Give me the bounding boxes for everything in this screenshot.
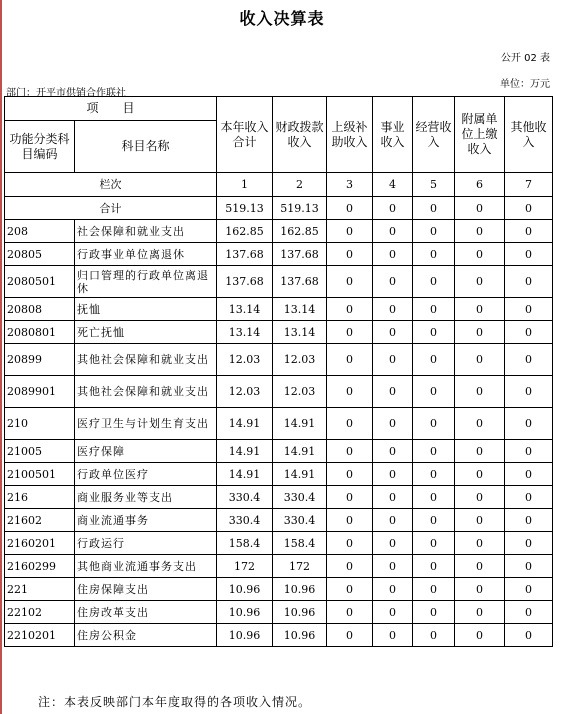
row-value: 0 (505, 298, 553, 321)
row-value: 0 (373, 220, 413, 243)
row-value: 0 (327, 408, 373, 440)
header-col-fiscal: 财政拨款收入 (273, 97, 327, 173)
row-code: 2089901 (5, 376, 75, 408)
row-value: 0 (327, 266, 373, 298)
row-value: 0 (455, 266, 505, 298)
table-row (5, 298, 553, 321)
row-value: 0 (505, 578, 553, 601)
row-value: 0 (373, 509, 413, 532)
total-value: 0 (505, 197, 553, 220)
row-value: 0 (455, 321, 505, 344)
table-row (5, 509, 553, 532)
row-value: 0 (373, 376, 413, 408)
column-index-cell: 1 (217, 173, 273, 197)
row-value: 0 (455, 344, 505, 376)
row-value: 13.14 (273, 298, 327, 321)
row-value: 0 (505, 243, 553, 266)
row-value: 0 (373, 601, 413, 624)
row-value: 137.68 (273, 266, 327, 298)
row-value: 0 (327, 486, 373, 509)
row-value: 14.91 (273, 408, 327, 440)
row-subject-name: 医疗卫生与计划生育支出 (75, 408, 217, 440)
row-subject-name: 住房保障支出 (75, 578, 217, 601)
row-value: 12.03 (217, 376, 273, 408)
row-value: 10.96 (217, 601, 273, 624)
row-subject-name: 行政单位医疗 (75, 463, 217, 486)
row-value: 14.91 (217, 408, 273, 440)
table-row (5, 376, 553, 408)
row-value: 0 (413, 486, 455, 509)
row-code: 210 (5, 408, 75, 440)
row-value: 0 (373, 486, 413, 509)
table-row (5, 532, 553, 555)
row-value: 14.91 (273, 463, 327, 486)
row-value: 0 (505, 376, 553, 408)
row-subject-name: 其他社会保障和就业支出 (75, 376, 217, 408)
row-value: 13.14 (273, 321, 327, 344)
row-value: 0 (455, 532, 505, 555)
row-value: 0 (505, 440, 553, 463)
row-value: 14.91 (273, 440, 327, 463)
row-value: 0 (373, 266, 413, 298)
row-value: 172 (273, 555, 327, 578)
row-value: 330.4 (217, 509, 273, 532)
row-subject-name: 归口管理的行政单位离退休 (75, 266, 217, 298)
row-subject-name: 社会保障和就业支出 (75, 220, 217, 243)
row-value: 0 (455, 509, 505, 532)
footnote: 注：本表反映部门本年度取得的各项收入情况。 (38, 695, 312, 709)
row-value: 0 (505, 532, 553, 555)
row-subject-name: 其他社会保障和就业支出 (75, 344, 217, 376)
row-value: 0 (505, 555, 553, 578)
header-col-business: 事业收入 (373, 97, 413, 173)
column-index-cell: 4 (373, 173, 413, 197)
row-value: 0 (455, 298, 505, 321)
row-value: 0 (327, 555, 373, 578)
row-value: 0 (455, 486, 505, 509)
row-value: 330.4 (273, 486, 327, 509)
total-value: 0 (455, 197, 505, 220)
row-value: 0 (373, 298, 413, 321)
row-value: 0 (373, 408, 413, 440)
row-code: 21005 (5, 440, 75, 463)
column-index-row (5, 173, 553, 197)
row-value: 0 (413, 408, 455, 440)
row-value: 0 (455, 243, 505, 266)
row-value: 137.68 (217, 243, 273, 266)
table-row (5, 266, 553, 298)
row-value: 10.96 (273, 578, 327, 601)
row-value: 0 (413, 321, 455, 344)
row-value: 0 (413, 220, 455, 243)
row-subject-name: 住房公积金 (75, 624, 217, 647)
row-code: 20805 (5, 243, 75, 266)
row-code: 2080501 (5, 266, 75, 298)
row-value: 0 (413, 376, 455, 408)
row-value: 0 (327, 376, 373, 408)
column-index-cell: 3 (327, 173, 373, 197)
row-value: 10.96 (217, 624, 273, 647)
row-value: 0 (505, 601, 553, 624)
row-value: 14.91 (217, 463, 273, 486)
row-value: 0 (455, 624, 505, 647)
total-label: 合计 (5, 197, 217, 220)
row-code: 20899 (5, 344, 75, 376)
row-value: 0 (505, 486, 553, 509)
header-col-total: 本年收入合计 (217, 97, 273, 173)
column-index-label: 栏次 (5, 173, 217, 197)
row-code: 2160299 (5, 555, 75, 578)
table-row (5, 463, 553, 486)
row-value: 0 (373, 624, 413, 647)
header-func-code: 功能分类科目编码 (5, 121, 75, 173)
row-value: 0 (413, 578, 455, 601)
row-value: 0 (373, 321, 413, 344)
row-value: 330.4 (273, 509, 327, 532)
table-row (5, 344, 553, 376)
header-col-operation: 经营收入 (413, 97, 455, 173)
table-row (5, 555, 553, 578)
table-row (5, 578, 553, 601)
row-value: 0 (327, 624, 373, 647)
row-value: 162.85 (217, 220, 273, 243)
row-value: 0 (413, 243, 455, 266)
row-code: 2210201 (5, 624, 75, 647)
page-title: 收入决算表 (239, 9, 325, 28)
row-value: 0 (327, 532, 373, 555)
row-value: 0 (505, 463, 553, 486)
row-value: 158.4 (217, 532, 273, 555)
row-value: 0 (455, 601, 505, 624)
row-value: 0 (455, 578, 505, 601)
row-value: 0 (327, 344, 373, 376)
row-value: 137.68 (217, 266, 273, 298)
table-row (5, 220, 553, 243)
row-code: 22102 (5, 601, 75, 624)
row-value: 330.4 (217, 486, 273, 509)
header-row-1 (5, 97, 553, 121)
table-row (5, 408, 553, 440)
row-value: 10.96 (217, 578, 273, 601)
row-code: 2160201 (5, 532, 75, 555)
row-subject-name: 其他商业流通事务支出 (75, 555, 217, 578)
row-value: 0 (327, 578, 373, 601)
row-value: 0 (413, 440, 455, 463)
row-value: 0 (455, 555, 505, 578)
total-value: 519.13 (217, 197, 273, 220)
row-value: 0 (505, 266, 553, 298)
row-value: 137.68 (273, 243, 327, 266)
total-value: 0 (327, 197, 373, 220)
row-value: 0 (373, 555, 413, 578)
left-margin-rule (0, 0, 2, 714)
table-row (5, 321, 553, 344)
table-row (5, 243, 553, 266)
row-code: 20808 (5, 298, 75, 321)
row-value: 13.14 (217, 298, 273, 321)
row-value: 0 (327, 243, 373, 266)
row-code: 216 (5, 486, 75, 509)
row-subject-name: 商业服务业等支出 (75, 486, 217, 509)
row-value: 0 (373, 440, 413, 463)
table-row (5, 624, 553, 647)
row-value: 0 (373, 344, 413, 376)
row-value: 0 (505, 220, 553, 243)
row-subject-name: 医疗保障 (75, 440, 217, 463)
row-value: 0 (373, 578, 413, 601)
table-row (5, 440, 553, 463)
total-value: 0 (373, 197, 413, 220)
row-value: 0 (327, 509, 373, 532)
row-subject-name: 住房改革支出 (75, 601, 217, 624)
row-value: 0 (327, 321, 373, 344)
row-value: 0 (413, 344, 455, 376)
row-value: 0 (505, 624, 553, 647)
total-value: 0 (413, 197, 455, 220)
row-code: 221 (5, 578, 75, 601)
row-value: 162.85 (273, 220, 327, 243)
row-value: 0 (373, 532, 413, 555)
table-row (5, 486, 553, 509)
total-row (5, 197, 553, 220)
row-value: 0 (455, 220, 505, 243)
row-value: 12.03 (217, 344, 273, 376)
unit-label: 单位：万元 (500, 79, 550, 90)
row-value: 0 (373, 463, 413, 486)
row-value: 0 (413, 266, 455, 298)
row-value: 0 (327, 298, 373, 321)
row-code: 2080801 (5, 321, 75, 344)
row-value: 0 (327, 601, 373, 624)
header-col-affiliated: 附属单位上缴收入 (455, 97, 505, 173)
row-value: 0 (505, 408, 553, 440)
row-value: 0 (327, 220, 373, 243)
row-value: 0 (505, 344, 553, 376)
total-value: 519.13 (273, 197, 327, 220)
table-row (5, 601, 553, 624)
row-value: 0 (413, 509, 455, 532)
income-table (4, 96, 553, 647)
row-code: 21602 (5, 509, 75, 532)
row-value: 0 (505, 321, 553, 344)
row-subject-name: 商业流通事务 (75, 509, 217, 532)
row-value: 0 (413, 532, 455, 555)
row-value: 0 (327, 463, 373, 486)
header-col-superior: 上级补助收入 (327, 97, 373, 173)
column-index-cell: 7 (505, 173, 553, 197)
row-value: 0 (327, 440, 373, 463)
row-value: 0 (455, 408, 505, 440)
header-col-other: 其他收入 (505, 97, 553, 173)
row-subject-name: 抚恤 (75, 298, 217, 321)
row-value: 0 (455, 463, 505, 486)
row-value: 172 (217, 555, 273, 578)
row-value: 158.4 (273, 532, 327, 555)
form-number: 公开 02 表 (500, 53, 550, 64)
row-subject-name: 死亡抚恤 (75, 321, 217, 344)
row-value: 10.96 (273, 624, 327, 647)
row-subject-name: 行政事业单位离退休 (75, 243, 217, 266)
row-value: 0 (413, 555, 455, 578)
column-index-cell: 6 (455, 173, 505, 197)
row-code: 208 (5, 220, 75, 243)
row-value: 10.96 (273, 601, 327, 624)
row-value: 0 (455, 440, 505, 463)
row-code: 2100501 (5, 463, 75, 486)
row-value: 12.03 (273, 344, 327, 376)
header-item: 项 目 (5, 97, 217, 121)
row-value: 13.14 (217, 321, 273, 344)
header-subject-name: 科目名称 (75, 121, 217, 173)
column-index-cell: 5 (413, 173, 455, 197)
row-value: 0 (413, 463, 455, 486)
department-label: 部门：开平市供销合作联社 (6, 88, 126, 99)
row-value: 0 (505, 509, 553, 532)
row-subject-name: 行政运行 (75, 532, 217, 555)
row-value: 0 (413, 601, 455, 624)
column-index-cell: 2 (273, 173, 327, 197)
row-value: 0 (413, 624, 455, 647)
row-value: 0 (373, 243, 413, 266)
row-value: 14.91 (217, 440, 273, 463)
row-value: 12.03 (273, 376, 327, 408)
row-value: 0 (455, 376, 505, 408)
row-value: 0 (413, 298, 455, 321)
